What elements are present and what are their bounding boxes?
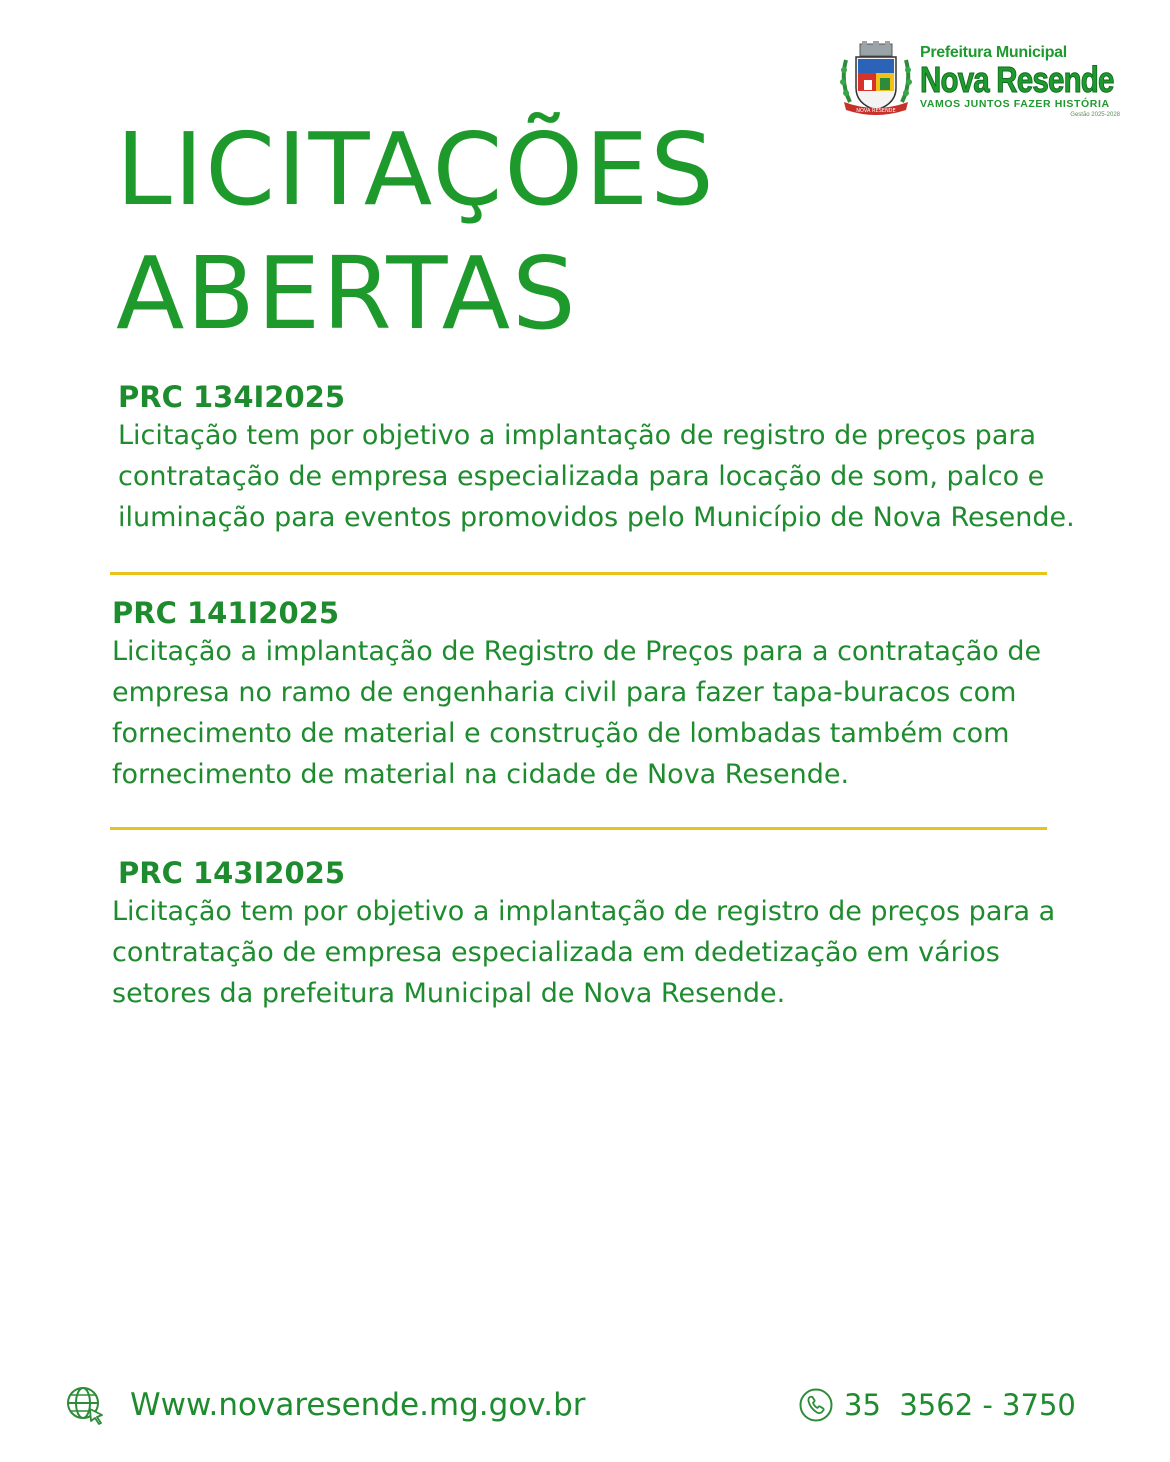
page-title-line1: LICITAÇÕES <box>116 111 716 228</box>
description-line: Licitação tem por objetivo a implantação de registro de preços para <box>118 420 1037 451</box>
phone-icon <box>798 1387 834 1423</box>
licitacao-code: PRC 134I2025 <box>118 380 346 414</box>
licitacao-item <box>112 855 1055 1014</box>
footer-phone[interactable] <box>798 1380 1076 1430</box>
section-divider <box>110 827 1047 830</box>
description-line: contratação de empresa especializada em dedetização em vários <box>112 937 1000 968</box>
website-link[interactable]: Www.novaresende.mg.gov.br <box>130 1387 586 1423</box>
municipal-crest-icon <box>838 40 914 120</box>
logo-slogan: VAMOS JUNTOS FAZER HISTÓRIA <box>920 98 1110 110</box>
logo-prefeitura-label: Prefeitura Municipal <box>920 44 1067 61</box>
description-line: Licitação tem por objetivo a implantação de registro de preços para a <box>112 896 1056 927</box>
licitacao-item <box>118 379 1075 538</box>
description-line: setores da prefeitura Municipal de Nova Resende. <box>112 978 786 1009</box>
description-line: fornecimento de material na cidade de Nova Resende. <box>112 759 850 790</box>
logo-gestao: Gestão 2025-2028 <box>1070 112 1120 118</box>
description-line: contratação de empresa especializada para locação de som, palco e <box>118 461 1045 492</box>
logo-city-name: Nova Resende <box>920 59 1114 100</box>
description-line: empresa no ramo de engenharia civil para fazer tapa-buracos com <box>112 677 1017 708</box>
licitacao-code: PRC 143I2025 <box>118 856 346 890</box>
phone-number[interactable]: 35 3562 - 3750 <box>844 1388 1076 1422</box>
licitacao-item <box>112 595 1041 795</box>
licitacao-description <box>112 891 1055 1014</box>
description-line: Licitação a implantação de Registro de Preços para a contratação de <box>112 636 1042 667</box>
section-divider <box>110 572 1047 575</box>
page-title-line2: ABERTAS <box>116 235 578 352</box>
licitacao-description <box>112 631 1041 795</box>
description-line: fornecimento de material e construção de lombadas também com <box>112 718 1010 749</box>
licitacao-description <box>118 415 1075 538</box>
prefeitura-logo <box>838 40 1128 122</box>
svg-text:NOVA RESENDE: NOVA RESENDE <box>856 108 896 114</box>
globe-cursor-icon <box>66 1385 104 1425</box>
footer-website[interactable] <box>66 1380 586 1430</box>
page-title <box>116 108 716 356</box>
licitacao-code: PRC 141I2025 <box>112 596 340 630</box>
description-line: iluminação para eventos promovidos pelo Município de Nova Resende. <box>118 502 1075 533</box>
